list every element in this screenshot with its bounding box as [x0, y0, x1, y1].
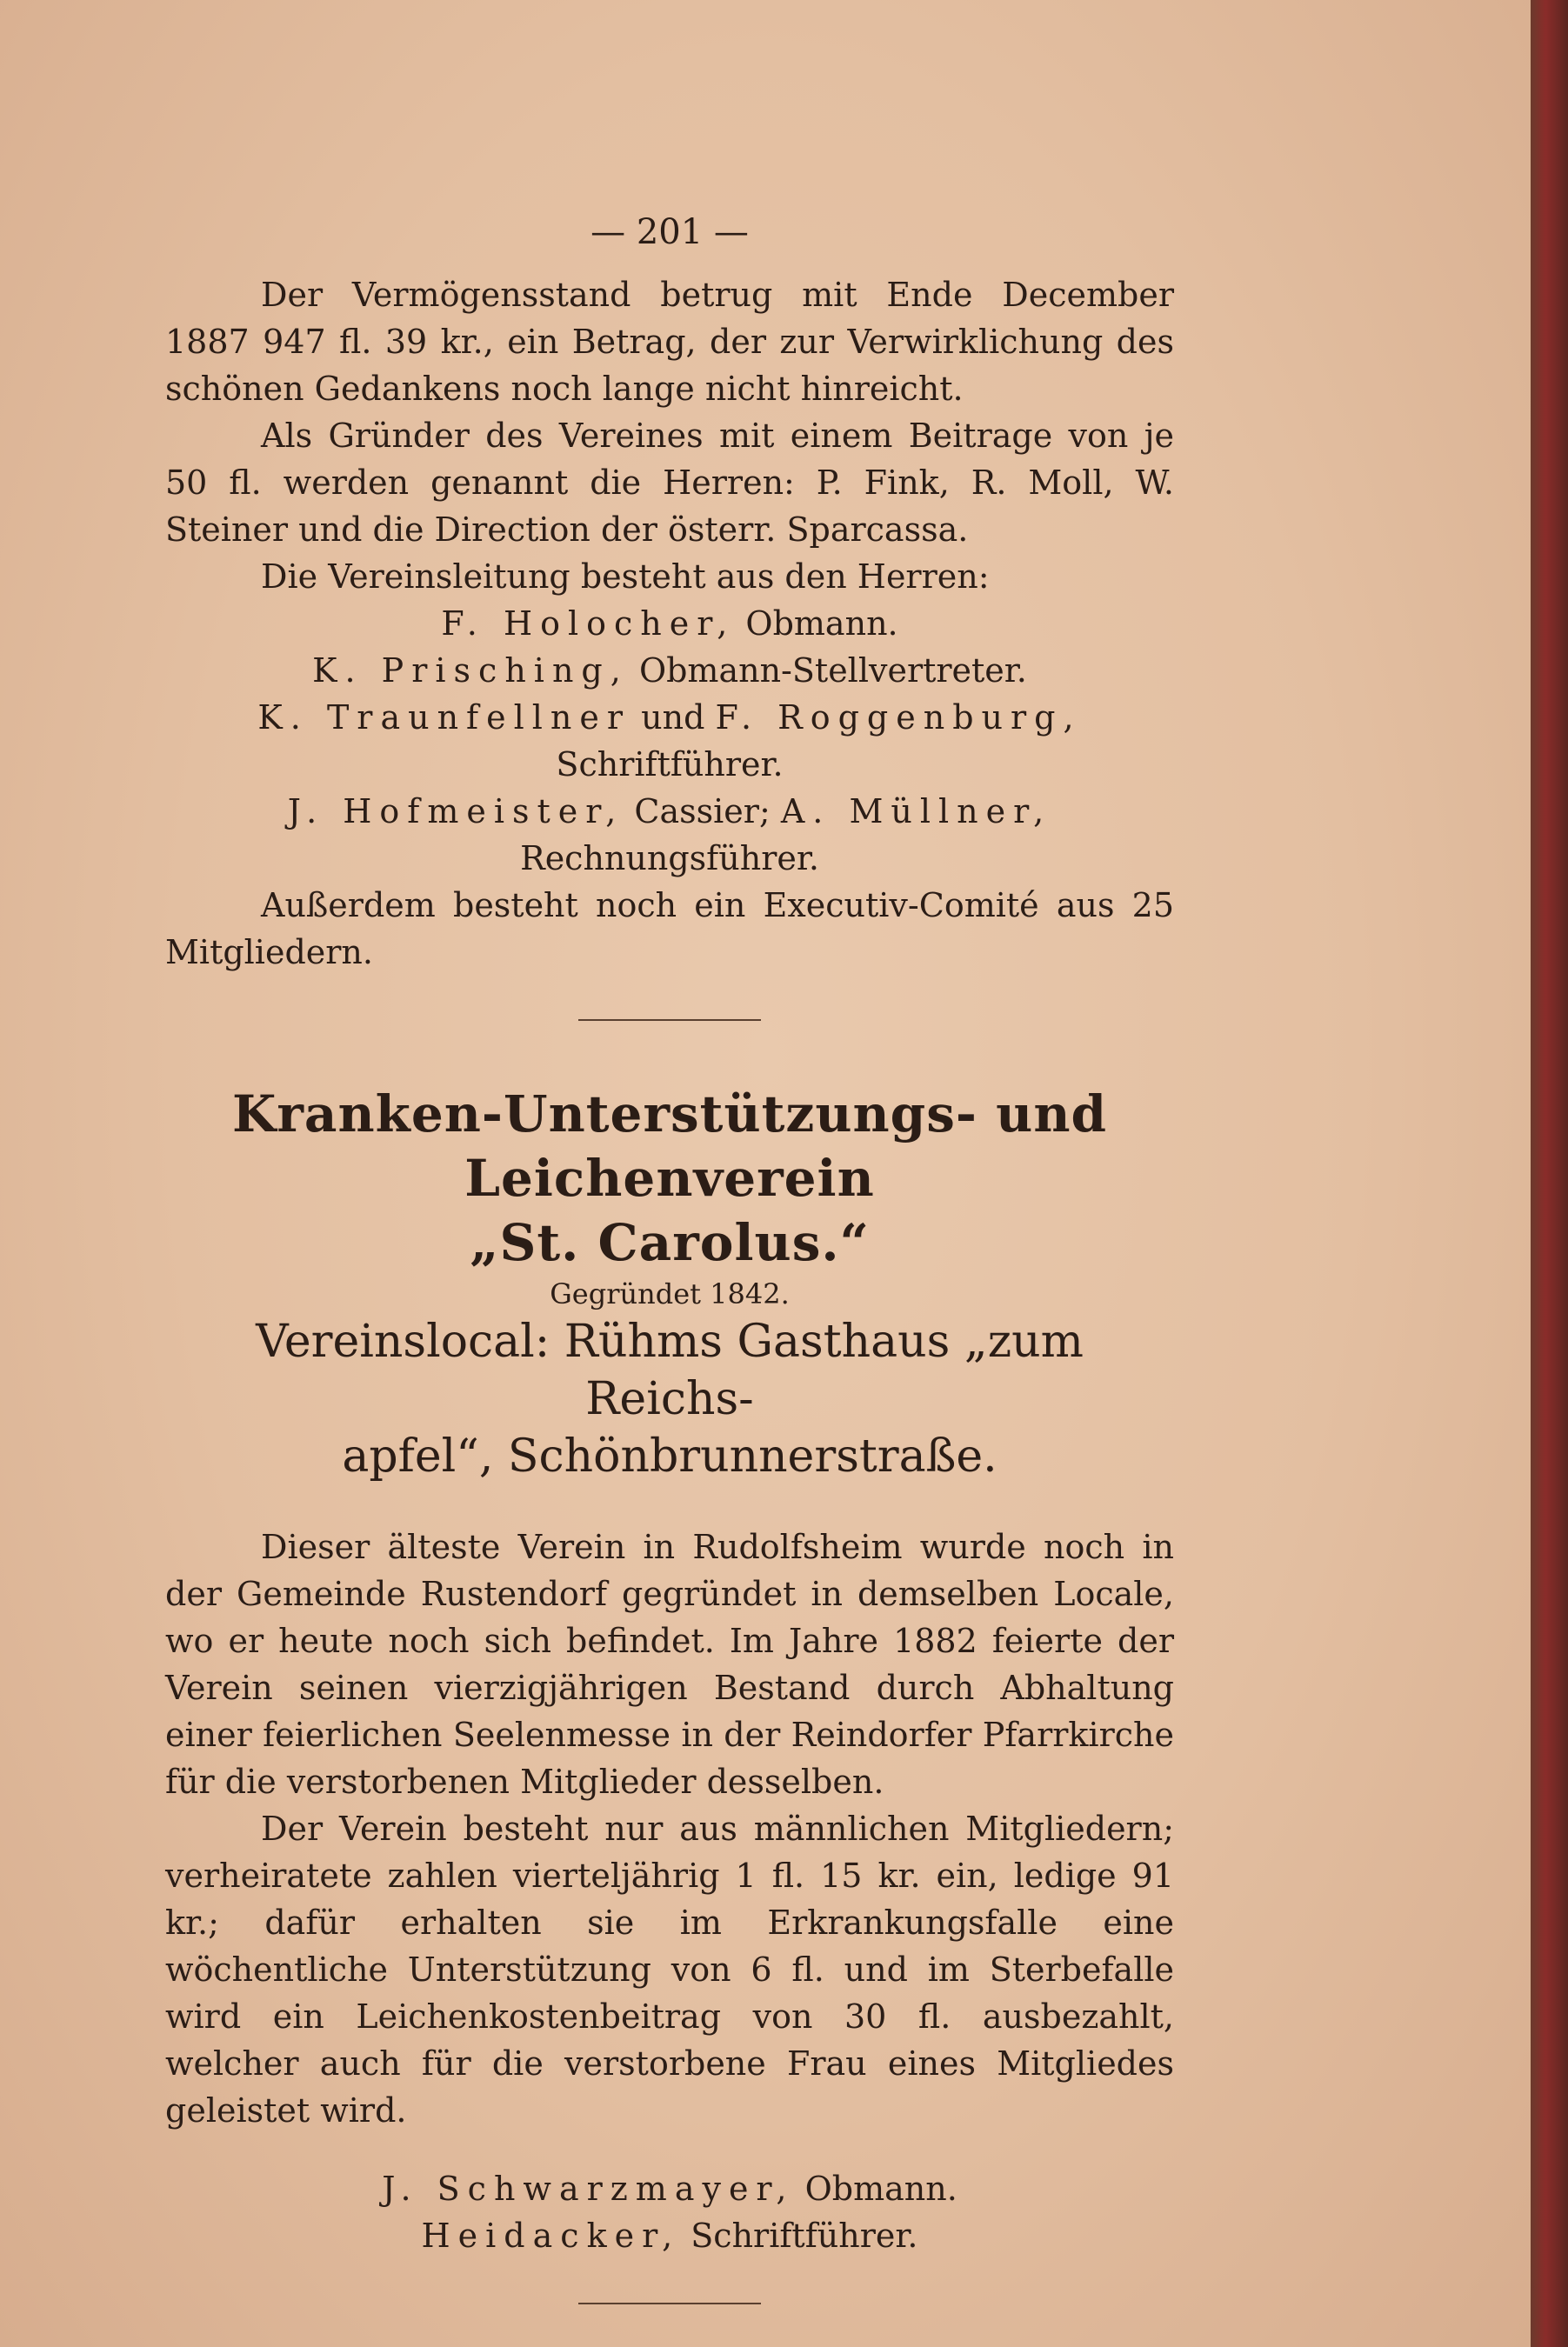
paragraph-history: Dieser älteste Verein in Rudolfsheim wurde noch in der Gemeinde Rustendorf gegründet in demselben Locale, wo er heute noch sich befindet. Im Jahre 1882 feierte der Verein seinen vierzigjährigen Bestand durch Abhaltung einer feierlichen Seelenmesse in der Reindorfer Pfarrkirche für die verstorbenen Mitglieder desselben.	[165, 1528, 1174, 1801]
officer-name: K. Prisching,	[312, 651, 629, 690]
officer-conjunction: und	[641, 698, 705, 737]
founded-line: Gegründet 1842.	[550, 1277, 790, 1310]
officer-name: F. Roggenburg,	[715, 698, 1082, 737]
officer-line-3	[165, 694, 1174, 788]
officer-role: Obmann.	[804, 2170, 957, 2208]
venue-line-2: apfel“, Schönbrunnerstraße.	[342, 1430, 998, 1483]
page-number: — 201 —	[591, 212, 749, 252]
officer-line-5	[165, 2165, 1174, 2212]
officer-line-4	[165, 788, 1174, 882]
officer-line-6	[165, 2212, 1174, 2259]
officer-role: Cassier;	[634, 792, 771, 830]
officer-name: K. Traunfellner	[257, 698, 631, 737]
officer-name: F. Holocher,	[441, 604, 736, 643]
paragraph-founders: Als Gründer des Vereines mit einem Beitrage von je 50 fl. werden genannt die Herren: P. Fink, R. Moll, W. Steiner und die Direction der österr. Sparcassa.	[165, 417, 1174, 549]
paragraph-leadership: Die Vereinsleitung besteht aus den Herren:	[261, 557, 990, 596]
section-subtitle: „St. Carolus.“	[470, 1213, 870, 1272]
officer-role: Rechnungsführer.	[520, 839, 819, 877]
officer-name: J. Hofmeister,	[287, 792, 624, 830]
section-title: Kranken-Unterstützungs- und Leichenverein	[231, 1084, 1108, 1208]
paragraph-committee: Außerdem besteht noch ein Executiv-Comité aus 25 Mitgliedern.	[165, 886, 1174, 971]
officer-name: Heidacker,	[421, 2217, 681, 2255]
officer-role: Schriftführer.	[691, 2217, 918, 2255]
officer-line-2	[165, 647, 1174, 694]
officer-role: Obmann-Stellvertreter.	[638, 651, 1027, 690]
officer-name: A. Müllner,	[780, 792, 1052, 830]
paragraph-assets: Der Vermögensstand betrug mit Ende December 1887 947 fl. 39 kr., ein Betrag, der zur Verwirklichung des schönen Gedankens noch lange nicht hinreicht.	[165, 276, 1174, 408]
page-content	[165, 209, 1174, 2304]
section-divider	[578, 2303, 761, 2304]
officer-line-1	[165, 600, 1174, 647]
book-spine-edge	[1531, 0, 1568, 2347]
officer-role: Schriftführer.	[556, 745, 784, 783]
officer-role: Obmann.	[745, 604, 898, 643]
officer-name: J. Schwarzmayer,	[382, 2170, 795, 2208]
paragraph-membership: Der Verein besteht nur aus männlichen Mitgliedern; verheiratete zahlen vierteljährig 1 fl. 15 kr. ein, ledige 91 kr.; dafür erhalten sie im Erkrankungsfalle eine wöchentliche Unterstützung von 6 fl. und im Sterbefalle wird ein Leichenkostenbeitrag von 30 fl. ausbezahlt, welcher auch für die verstorbene Frau eines Mitgliedes geleistet wird.	[165, 1810, 1174, 2130]
venue-line-1: Vereinslocal: Rühms Gasthaus „zum Reichs-	[256, 1316, 1084, 1425]
